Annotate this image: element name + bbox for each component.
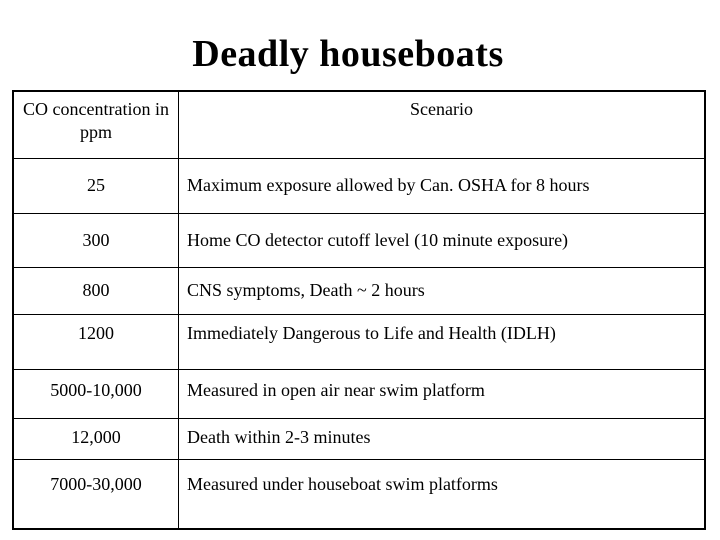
table-row: [13, 314, 705, 369]
ppm-cell: 5000-10,000: [13, 369, 179, 418]
co-concentration-table: [12, 90, 706, 530]
page-title: Deadly houseboats: [192, 33, 504, 75]
table-row: [13, 158, 705, 213]
table-row: [13, 369, 705, 418]
table-row: [13, 267, 705, 314]
header-scenario: Scenario: [179, 91, 706, 158]
ppm-cell: 300: [13, 213, 179, 267]
header-co-concentration: CO concentration in ppm: [13, 91, 179, 158]
table-header-row: [13, 91, 705, 158]
table-row: [13, 418, 705, 459]
ppm-cell: 800: [13, 267, 179, 314]
ppm-cell: 7000-30,000: [13, 459, 179, 529]
scenario-cell: Maximum exposure allowed by Can. OSHA for 8 hours: [179, 158, 706, 213]
scenario-cell: Death within 2-3 minutes: [179, 418, 706, 459]
scenario-cell: CNS symptoms, Death ~ 2 hours: [179, 267, 706, 314]
ppm-cell: 12,000: [13, 418, 179, 459]
table-row: [13, 213, 705, 267]
scenario-cell: Measured under houseboat swim platforms: [179, 459, 706, 529]
ppm-cell: 25: [13, 158, 179, 213]
scenario-cell: Measured in open air near swim platform: [179, 369, 706, 418]
scenario-cell: Immediately Dangerous to Life and Health (IDLH): [179, 314, 706, 369]
ppm-cell: 1200: [13, 314, 179, 369]
scenario-cell: Home CO detector cutoff level (10 minute exposure): [179, 213, 706, 267]
table-row: [13, 459, 705, 529]
